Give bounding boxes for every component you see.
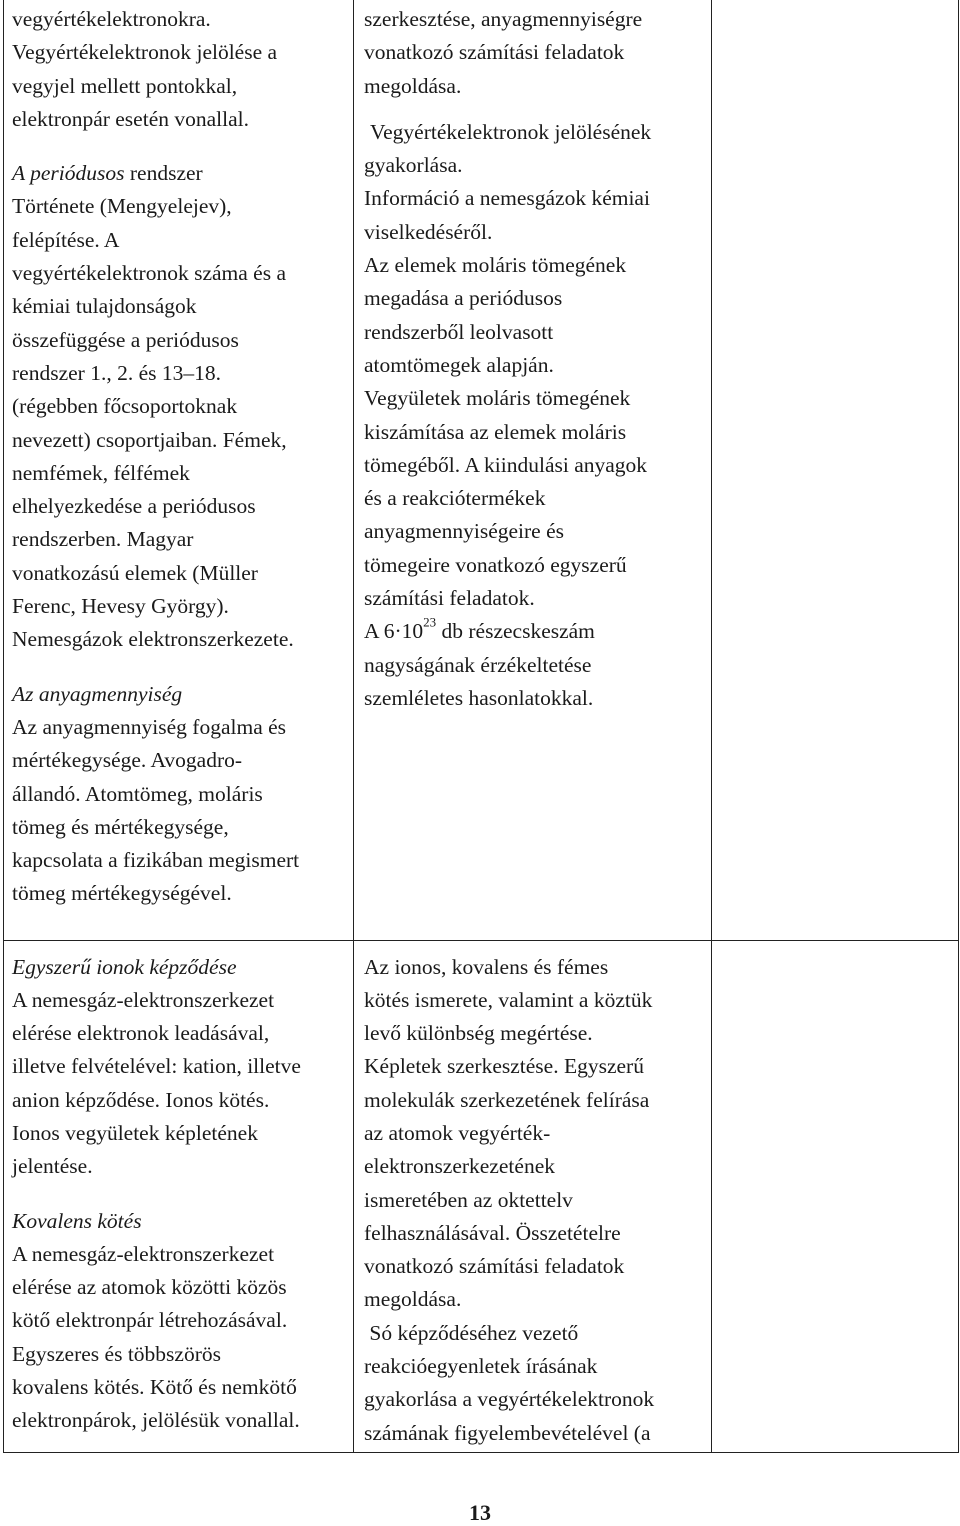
text-line: kötő elektronpár létrehozásával. (12, 1308, 288, 1333)
text-line: Nemesgázok elektronszerkezete. (12, 627, 294, 652)
text-line: megoldása. (364, 1287, 462, 1312)
text-line: anion képződése. Ionos kötés. (12, 1087, 270, 1112)
text-line: gyakorlása a vegyértékelektronok (364, 1387, 655, 1412)
text-line: vegyértékelektronok száma és a (12, 261, 286, 286)
text-line: Az anyagmennyiség fogalma és (12, 714, 287, 739)
text-line: gyakorlása. (364, 153, 463, 178)
text-line: illetve felvételével: kation, illetve (12, 1054, 301, 1079)
text-line: elektronpárok, jelölésük vonallal. (12, 1408, 300, 1433)
text-line: Ferenc, Hevesy György). (12, 594, 229, 619)
text-line: tömeg és mértékegysége, (12, 814, 229, 839)
heading-rest: rendszer (124, 161, 203, 186)
text-line: Az elemek moláris tömegének (364, 253, 627, 278)
text-line: kötés ismerete, valamint a köztük (364, 987, 653, 1012)
activities-cell (354, 0, 712, 940)
text-line: levő különbség megértése. (364, 1021, 593, 1046)
text-line: számítási feladatok. (364, 586, 535, 611)
text-line: vegyjel mellett pontokkal, (12, 73, 238, 98)
text-line: reakcióegyenletek írásának (364, 1354, 598, 1379)
text-line: szemléletes hasonlatokkal. (364, 685, 594, 710)
text-line: Információ a nemesgázok kémiai (364, 186, 650, 211)
text-line: vonatkozású elemek (Müller (12, 560, 258, 585)
text-line: állandó. Atomtömeg, moláris (12, 781, 263, 806)
text-line: megadása a periódusos (364, 286, 563, 311)
text-line: vonatkozó számítási feladatok (364, 40, 625, 65)
text-line: elérése az atomok közötti közös (12, 1275, 287, 1300)
text-line: Só képződéséhez vezető (364, 1320, 579, 1345)
text-line: Vegyértékelektronok jelölése a (12, 40, 278, 65)
text-line: Az ionos, kovalens és fémes (364, 954, 609, 979)
text-line: kovalens kötés. Kötő és nemkötő (12, 1375, 297, 1400)
text-line: kapcsolata a fizikában megismert (12, 848, 300, 873)
avogadro-suffix: db részecskeszám (436, 619, 595, 644)
periodic-table-section (12, 157, 351, 656)
table-row (4, 0, 959, 940)
text-line: rendszerből leolvasott (364, 319, 554, 344)
text-line: anyagmennyiségeire és (364, 519, 564, 544)
text-line: számának figyelembevételével (a (364, 1420, 651, 1445)
section-heading-line (12, 157, 351, 190)
text-line: tömegeire vonatkozó egyszerű (364, 552, 627, 577)
text-line: kémiai tulajdonságok (12, 294, 197, 319)
text-line: jelentése. (12, 1154, 93, 1179)
ions-section (12, 951, 351, 1184)
text-line: rendszer 1., 2. és 13–18. (12, 360, 221, 385)
activities-cell (354, 940, 712, 1452)
text-line: tömeg mértékegységével. (12, 881, 232, 906)
curriculum-table (3, 0, 959, 1453)
text-line: elérése elektronok leadásával, (12, 1021, 270, 1046)
text-line: felhasználásával. Összetételre (364, 1220, 621, 1245)
amount-of-substance-section (12, 678, 351, 911)
text-line: elektronszerkezetének (364, 1154, 555, 1179)
text-line: Képletek szerkesztése. Egyszerű (364, 1054, 644, 1079)
text-line: és a reakciótermékek (364, 486, 546, 511)
text-line: kiszámítása az elemek moláris (364, 419, 627, 444)
avogadro-prefix: A 6·10 (364, 619, 424, 644)
text-line: tömegéből. A kiindulási anyagok (364, 452, 648, 477)
text-line: rendszerben. Magyar (12, 527, 194, 552)
text-line: Egyszeres és többszörös (12, 1341, 221, 1366)
table-row (4, 940, 959, 1452)
text-line: nagyságának érzékeltetése (364, 652, 592, 677)
text-line: elektronpár esetén vonallal. (12, 106, 249, 131)
text-line: összefüggése a periódusos (12, 327, 239, 352)
text-line: vegyértékelektronokra. (12, 7, 211, 31)
text-line: felépítése. A (12, 227, 120, 252)
covalent-section (12, 1205, 351, 1438)
text-line: molekulák szerkezetének felírása (364, 1087, 650, 1112)
text-line: mértékegysége. Avogadro- (12, 748, 243, 773)
text-line: Ionos vegyületek képletének (12, 1120, 258, 1145)
text-line: atomtömegek alapján. (364, 352, 554, 377)
text-line: szerkesztése, anyagmennyiségre (364, 7, 643, 31)
avogadro-exponent: 23 (423, 614, 437, 630)
text-line: megoldása. (364, 73, 462, 98)
text-line: A nemesgáz-elektronszerkezet (12, 987, 275, 1012)
empty-cell (712, 0, 959, 940)
content-cell (4, 940, 354, 1452)
text-line: ismeretében az oktettelv (364, 1187, 573, 1212)
text-line: Vegyületek moláris tömegének (364, 386, 631, 411)
text-line: Vegyértékelektronok jelölésének (370, 119, 652, 144)
section-heading: A periódusos (12, 161, 125, 186)
empty-cell (712, 940, 959, 1452)
content-cell (4, 0, 354, 940)
section-heading: Egyszerű ionok képződése (12, 954, 237, 979)
text-line: A nemesgáz-elektronszerkezet (12, 1241, 275, 1266)
text-line: Története (Mengyelejev), (12, 194, 232, 219)
text-line: az atomok vegyérték- (364, 1120, 551, 1145)
section-heading: Az anyagmennyiség (12, 681, 183, 706)
text-line: viselkedéséről. (364, 219, 493, 244)
text-line: vonatkozó számítási feladatok (364, 1254, 625, 1279)
text-line: elhelyezkedése a periódusos (12, 494, 256, 519)
intro-paragraph (12, 3, 351, 136)
avogadro-line (364, 615, 709, 648)
section-heading: Kovalens kötés (12, 1208, 142, 1233)
text-line: nemfémek, félfémek (12, 460, 190, 485)
text-line: (régebben főcsoportoknak (12, 394, 238, 419)
page-number: 13 (469, 1500, 491, 1525)
text-line: nevezett) csoportjaiban. Fémek, (12, 427, 287, 452)
